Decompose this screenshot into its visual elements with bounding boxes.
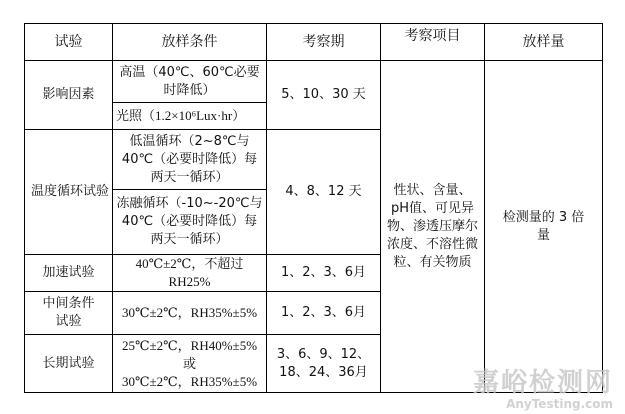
header-condition: 放样条件 [113, 24, 267, 61]
cond-light: 光照（1.2×10⁶Lux·hr） [113, 103, 267, 130]
header-items: 考察项目 [381, 24, 485, 61]
cond-longterm [113, 335, 267, 393]
period-accelerated: 1、2、3、6月 [267, 255, 381, 292]
test-influence: 影响因素 [25, 61, 113, 130]
cond-intermediate: 30℃±2℃，RH35%±5% [113, 292, 267, 335]
test-longterm: 长期试验 [25, 335, 113, 393]
watermark-cn: 嘉峪检测网 [472, 368, 613, 398]
header-test: 试验 [25, 24, 113, 61]
header-period: 考察期 [267, 24, 381, 61]
cond-longterm-line1: 25℃±2℃，RH40%±5% [121, 337, 258, 353]
cond-longterm-line3: 30℃±2℃，RH35%±5% [121, 373, 258, 389]
period-longterm: 3、6、9、12、18、24、36月 [267, 335, 381, 393]
cond-freeze-thaw: 冻融循环（-10~-20℃与40℃（必要时降低）每两天一循环） [113, 190, 267, 255]
table-row [25, 61, 603, 103]
test-intermediate: 中间条件试验 [25, 292, 113, 335]
investigation-items: 性状、含量、pH值、可见异物、渗透压摩尔浓度、不溶性微粒、有关物质 [381, 61, 485, 393]
cond-longterm-or: 或 [182, 355, 196, 371]
cond-high-temp: 高温（40℃、60℃必要时降低） [113, 61, 267, 103]
period-influence: 5、10、30 天 [267, 61, 381, 130]
period-intermediate: 1、2、3、6月 [267, 292, 381, 335]
watermark [473, 370, 613, 410]
cond-low-temp-cycle: 低温循环（2~8℃与40℃（必要时降低）每两天一循环） [113, 130, 267, 190]
watermark-en: AnyTesting.com [506, 397, 613, 411]
header-row [25, 24, 603, 61]
period-cycle: 4、8、12 天 [267, 130, 381, 255]
sample-amount: 检测量的 3 倍量 [485, 61, 603, 393]
cond-accelerated: 40℃±2℃，不超过RH25% [113, 255, 267, 292]
stability-test-table [24, 23, 603, 393]
test-accelerated: 加速试验 [25, 255, 113, 292]
test-cycle: 温度循环试验 [25, 130, 113, 255]
header-amount: 放样量 [485, 24, 603, 61]
